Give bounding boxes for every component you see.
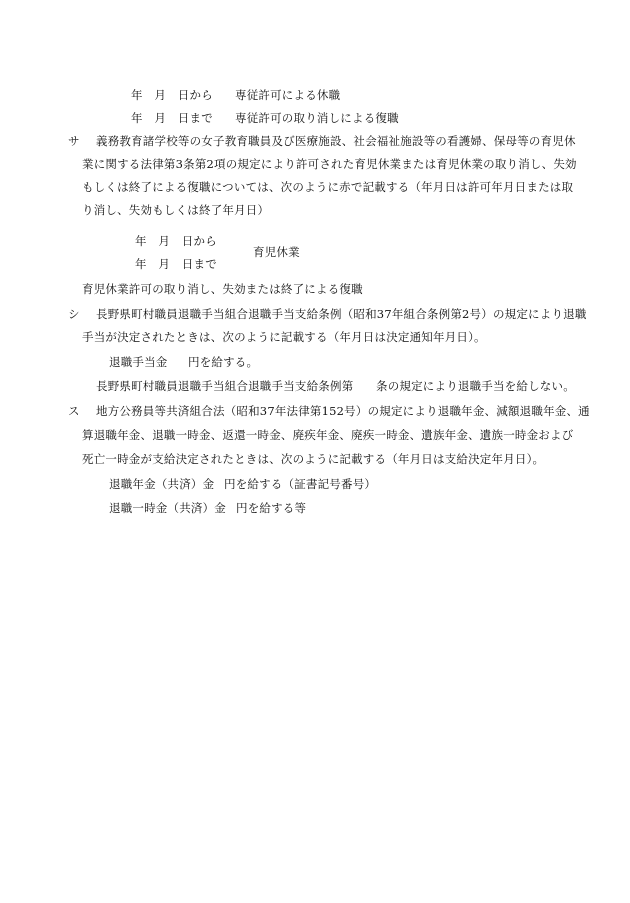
- section-su-marker: ス: [68, 404, 80, 418]
- section-shi-marker: シ: [68, 307, 80, 321]
- section-shi-line1: 長野県町村職員退職手当組合退職手当支給条例（昭和37年組合条例第2号）の規定により退職: [96, 307, 587, 321]
- section-su-line1: 地方公務員等共済組合法（昭和37年法律第152号）の規定により退職年金、減額退職年金、通: [96, 404, 590, 418]
- leave-start-date: 年 月 日から: [131, 88, 213, 102]
- pension-amount-text: 円を給する（証書記号番号）: [224, 477, 377, 491]
- section-sa-marker: サ: [68, 134, 80, 148]
- lump-sum-label: 退職一時金（共済）金: [109, 501, 226, 515]
- section-sa-line2: 業に関する法律第3条第2項の規定により許可された育児休業または育児休業の取り消し、失効: [82, 157, 577, 171]
- section-shi-line2: 手当が決定されたときは、次のように記載する（年月日は決定通知年月日）。: [82, 330, 486, 344]
- section-shi-line4b: 条の規定により退職手当を給しない。: [376, 379, 575, 393]
- section-sa-line1: 義務教育諸学校等の女子教育職員及び医療施設、社会福祉施設等の看護婦、保母等の育児休: [96, 134, 576, 148]
- childcare-start-date: 年 月 日から: [135, 234, 217, 248]
- leave-end-text: 専従許可の取り消しによる復職: [235, 111, 399, 125]
- section-sa-line3: もしくは終了による復職については、次のように赤で記載する（年月日は許可年月日または取: [82, 180, 574, 194]
- lump-sum-amount-text: 円を給する等: [236, 501, 307, 515]
- section-shi-line4a: 長野県町村職員退職手当組合退職手当支給条例第: [96, 379, 354, 393]
- childcare-leave-label: 育児休業: [253, 245, 300, 259]
- section-sa-line4: り消し、失効もしくは終了年月日）: [82, 203, 270, 217]
- childcare-end-date: 年 月 日まで: [135, 257, 217, 271]
- pension-label: 退職年金（共済）金: [109, 477, 215, 491]
- retirement-allowance-label: 退職手当金: [109, 355, 168, 369]
- retirement-allowance-amount-text: 円を給する。: [188, 355, 259, 369]
- section-su-line2: 算退職年金、退職一時金、返還一時金、廃疾年金、廃疾一時金、遺族年金、遺族一時金および: [82, 428, 574, 442]
- leave-end-date: 年 月 日まで: [131, 111, 213, 125]
- section-sa-line5: 育児休業許可の取り消し、失効または終了による復職: [82, 282, 363, 296]
- leave-start-text: 専従許可による休職: [235, 88, 341, 102]
- section-su-line3: 死亡一時金が支給決定されたときは、次のように記載する（年月日は支給決定年月日）。: [82, 452, 545, 466]
